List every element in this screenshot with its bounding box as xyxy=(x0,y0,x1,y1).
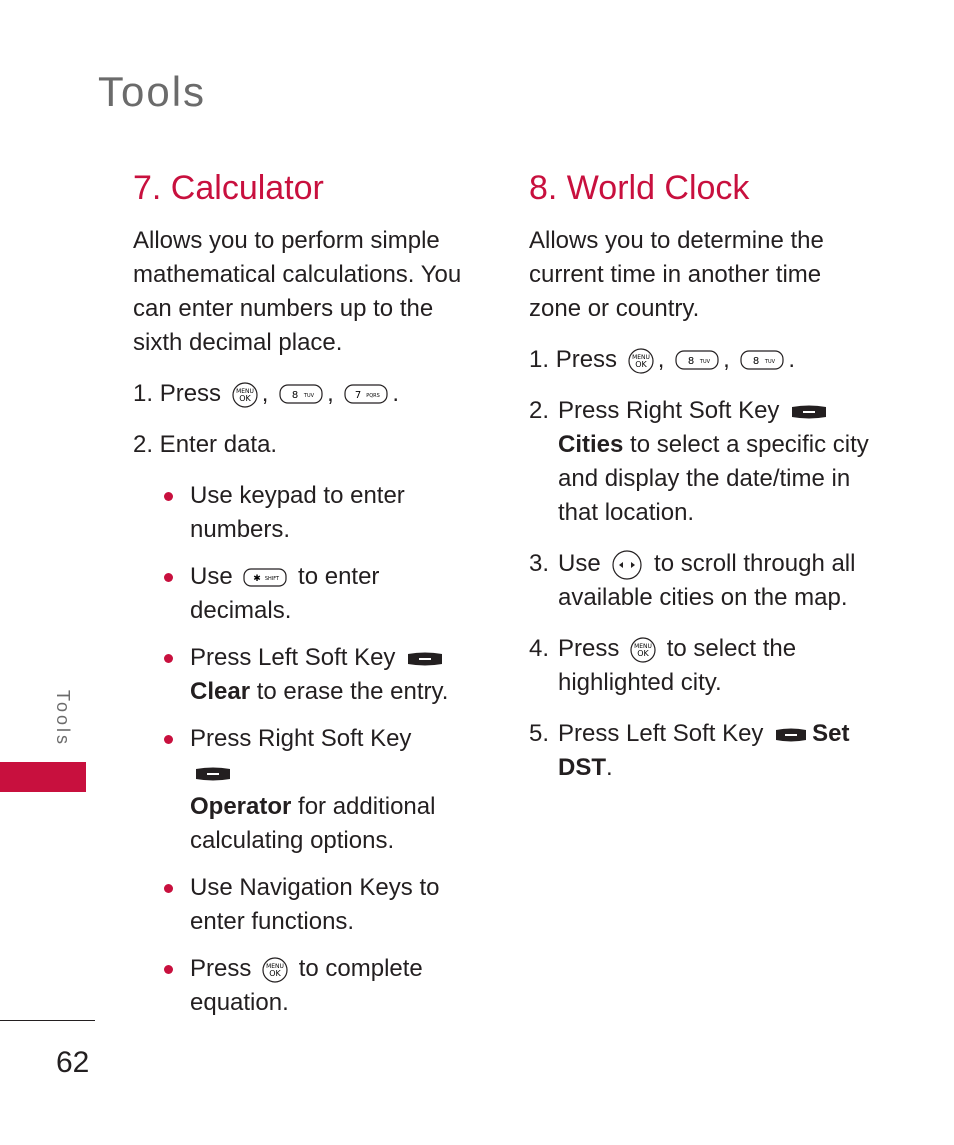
bullet-icon xyxy=(164,573,173,582)
bullet-icon xyxy=(164,884,173,893)
bullet-text-post: to enter decimals. xyxy=(190,563,380,624)
svg-text:8: 8 xyxy=(687,355,695,367)
world-clock-step-4 xyxy=(529,632,874,700)
bullet-text: Use Navigation Keys to enter functions. xyxy=(190,874,440,935)
world-clock-step-2 xyxy=(529,394,874,530)
menu-ok-key-icon xyxy=(232,382,258,408)
step-bold: DST xyxy=(558,754,606,781)
separator: , xyxy=(327,380,334,407)
calculator-intro: Allows you to perform simple mathematical calculations. You can enter numbers up to the sixth decimal place. xyxy=(133,227,462,356)
step-text-pre: Press Left Soft Key xyxy=(558,720,764,747)
calculator-step-1 xyxy=(133,377,463,411)
bullet-icon xyxy=(164,492,173,501)
svg-text:TUV: TUV xyxy=(303,392,315,399)
step-number: 3. xyxy=(529,550,550,577)
page-header-title: Tools xyxy=(98,68,207,115)
svg-text:8: 8 xyxy=(291,389,299,401)
calculator-title: 7. Calculator xyxy=(133,169,324,207)
bullet-text-post: to erase the entry. xyxy=(256,678,449,705)
step-number: 5. xyxy=(529,720,550,747)
menu-ok-key-icon xyxy=(630,637,656,663)
svg-text:TUV: TUV xyxy=(699,358,711,365)
bullet-text-pre: Press Right Soft Key xyxy=(190,725,412,752)
world-clock-step-1 xyxy=(529,343,874,377)
calculator-section xyxy=(133,166,463,1033)
list-item xyxy=(133,560,463,628)
svg-text:OK: OK xyxy=(269,968,281,978)
bullet-text-post: for additional calculating options. xyxy=(190,793,436,854)
calculator-step-2: 2. Enter data. xyxy=(133,431,278,458)
bullet-icon xyxy=(164,654,173,663)
world-clock-step-5 xyxy=(529,717,874,785)
list-item xyxy=(133,722,463,858)
separator: , xyxy=(723,346,730,373)
bullet-icon xyxy=(164,965,173,974)
list-item xyxy=(133,871,463,939)
step-end: . xyxy=(606,754,613,781)
step-number: 4. xyxy=(529,635,550,662)
list-item xyxy=(133,641,463,709)
step-text-post: to scroll through all available cities on the map. xyxy=(558,550,856,611)
separator: , xyxy=(261,380,269,407)
soft-key-icon xyxy=(790,404,828,420)
step-text: Press xyxy=(159,380,222,407)
svg-text:MENU: MENU xyxy=(634,642,652,650)
world-clock-title: 8. World Clock xyxy=(529,169,750,207)
side-tab-label: Tools xyxy=(53,690,73,748)
svg-text:MENU: MENU xyxy=(266,962,284,970)
step-text-pre: Press xyxy=(558,635,620,662)
svg-text:✱: ✱ xyxy=(253,573,262,584)
page-number: 62 xyxy=(56,1046,90,1079)
list-item xyxy=(133,952,463,1020)
svg-text:8: 8 xyxy=(753,355,760,367)
bullet-text-post: to complete equation. xyxy=(190,955,423,1016)
footer-divider xyxy=(0,1020,95,1021)
step-text-pre: Press Right Soft Key xyxy=(558,397,780,424)
soft-key-icon xyxy=(194,766,232,782)
svg-text:7: 7 xyxy=(355,389,362,401)
list-item xyxy=(133,479,463,547)
svg-text:OK: OK xyxy=(637,648,649,658)
step-end: . xyxy=(392,380,400,407)
step-number: 2. xyxy=(529,397,550,424)
soft-key-icon xyxy=(774,727,808,743)
star-shift-key-icon xyxy=(243,568,287,588)
key-8-icon xyxy=(279,384,323,406)
svg-text:MENU: MENU xyxy=(631,353,650,361)
bullet-bold: Operator xyxy=(190,793,292,820)
step-text: Press xyxy=(555,346,618,373)
svg-text:OK: OK xyxy=(634,359,647,369)
step-text-post: to select a specific city and display the date/time in that location. xyxy=(558,431,869,526)
world-clock-intro: Allows you to determine the current time in another time zone or country. xyxy=(529,227,824,322)
key-7-icon xyxy=(344,384,388,406)
step-number: 1. xyxy=(133,380,154,407)
world-clock-section xyxy=(529,166,874,802)
svg-text:TUV: TUV xyxy=(765,358,776,365)
bullet-bold: Clear xyxy=(190,678,251,705)
step-text-pre: Use xyxy=(558,550,601,577)
side-tab-bar xyxy=(0,762,86,792)
world-clock-step-3 xyxy=(529,547,874,615)
svg-text:SHIFT: SHIFT xyxy=(265,575,280,582)
soft-key-icon xyxy=(406,651,444,667)
svg-text:PQRS: PQRS xyxy=(366,392,381,399)
step-bold: Set xyxy=(812,720,850,747)
step-number: 1. xyxy=(529,346,550,373)
menu-ok-key-icon xyxy=(262,957,288,983)
menu-ok-key-icon xyxy=(628,348,654,374)
calculator-bullet-list xyxy=(133,479,463,1020)
bullet-text-pre: Use xyxy=(190,563,233,590)
bullet-text: Use keypad to enter numbers. xyxy=(190,482,405,543)
key-8-icon xyxy=(675,350,719,372)
step-text-post: to select the highlighted city. xyxy=(558,635,797,696)
svg-text:OK: OK xyxy=(238,393,251,403)
step-bold: Cities xyxy=(558,431,624,458)
bullet-text-pre: Press Left Soft Key xyxy=(190,644,396,671)
bullet-icon xyxy=(164,735,173,744)
separator: , xyxy=(657,346,665,373)
navigation-key-icon xyxy=(611,549,643,581)
bullet-text-pre: Press xyxy=(190,955,252,982)
svg-text:MENU: MENU xyxy=(235,387,254,395)
step-end: . xyxy=(788,346,796,373)
key-8-icon xyxy=(740,350,784,372)
